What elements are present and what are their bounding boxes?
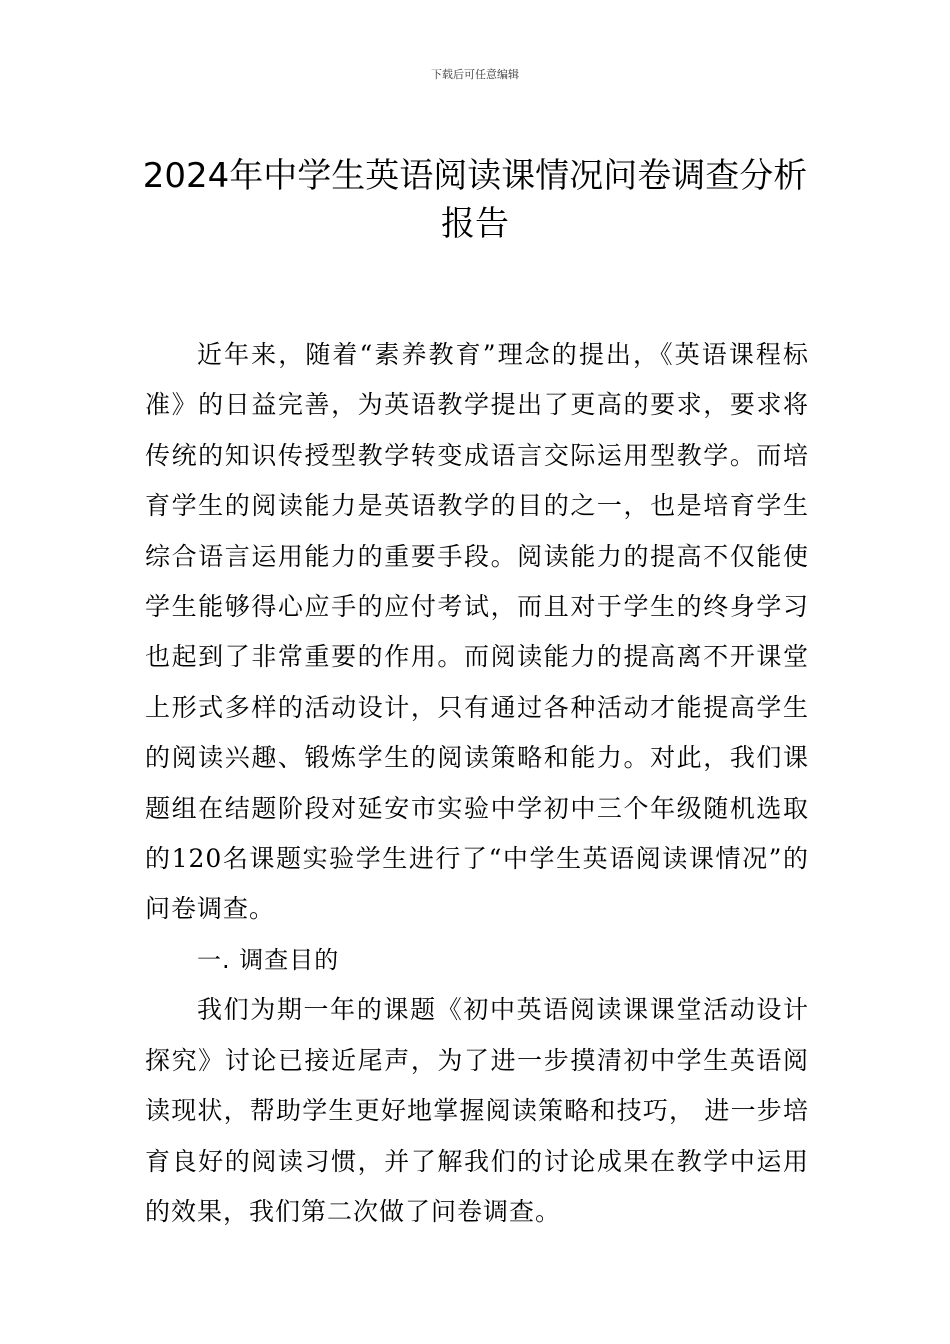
- header-note: 下载后可任意编辑: [431, 68, 519, 81]
- section-heading-purpose: 一. 调查目的: [197, 945, 340, 974]
- document-title: 2024年中学生英语阅读课情况问卷调查分析报告: [142, 156, 808, 244]
- document-body: [145, 330, 809, 1237]
- section-paragraph-purpose: 我们为期一年的课题《初中英语阅读课课堂活动设计探究》讨论已接近尾声，为了进一步摸清初中学生英语阅读现状，帮助学生更好地掌握阅读策略和技巧， 进一步培育良好的阅读习惯，并了解我们的讨论成果在教学中运用的效果，我们第二次做了问卷调查。: [145, 995, 809, 1226]
- intro-paragraph: 近年来，随着“素养教育”理念的提出，《英语课程标准》的日益完善，为英语教学提出了更高的要求，要求将传统的知识传授型教学转变成语言交际运用型教学。而培育学生的阅读能力是英语教学的目的之一，也是培育学生综合语言运用能力的重要手段。阅读能力的提高不仅能使学生能够得心应手的应付考试，而且对于学生的终身学习也起到了非常重要的作用。而阅读能力的提高离不开课堂上形式多样的活动设计，只有通过各种活动才能提高学生的阅读兴趣、锻炼学生的阅读策略和能力。对此，我们课题组在结题阶段对延安市实验中学初中三个年级随机选取的120名课题实验学生进行了“中学生英语阅读课情况”的问卷调查。: [145, 340, 809, 924]
